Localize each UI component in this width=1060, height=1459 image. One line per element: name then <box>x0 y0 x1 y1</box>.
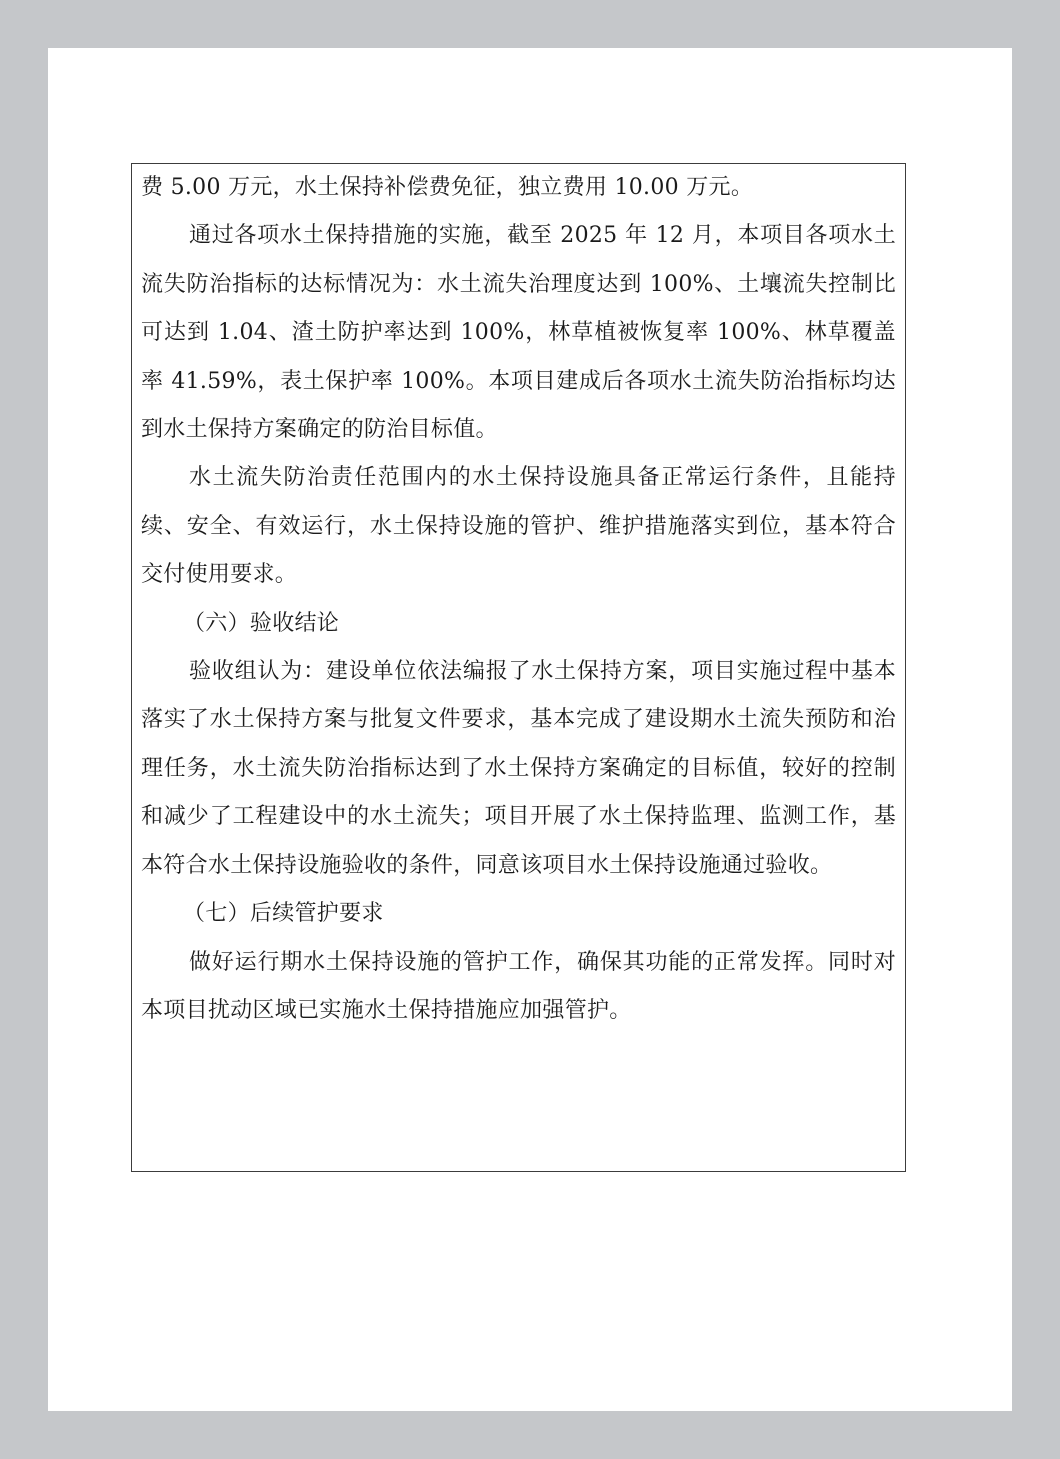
paragraph-maintenance-requirements: 做好运行期水土保持设施的管护工作，确保其功能的正常发挥。同时对本项目扰动区域已实施水土保持措施应加强管护。 <box>141 949 896 1023</box>
document-page <box>48 48 1012 1411</box>
paragraph-prevention-indicators: 通过各项水土保持措施的实施，截至 2025 年 12 月，本项目各项水土流失防治指标的达标情况为：水土流失治理度达到 100%、土壤流失控制比可达到 1.04、渣土防护率达到 100%，林草植被恢复率 100%、林草覆盖率 41.59%，表土保护率 100%。本项目建成后各项水土流失防治指标均达到水土保持方案确定的防治目标值。 <box>141 223 896 443</box>
section-heading-acceptance-conclusion: （六）验收结论 <box>183 610 340 636</box>
section-heading-maintenance-requirements: （七）后续管护要求 <box>183 901 384 927</box>
paragraph-cost-continuation: 费 5.00 万元，水土保持补偿费免征，独立费用 10.00 万元。 <box>141 175 754 200</box>
paragraph-acceptance-conclusion: 验收组认为：建设单位依法编报了水土保持方案，项目实施过程中基本落实了水土保持方案与批复文件要求，基本完成了建设期水土流失预防和治理任务，水土流失防治指标达到了水土保持方案确定的目标值，较好的控制和减少了工程建设中的水土流失；项目开展了水土保持监理、监测工作，基本符合水土保持设施验收的条件，同意该项目水土保持设施通过验收。 <box>141 659 896 878</box>
paragraph-facility-operation: 水土流失防治责任范围内的水土保持设施具备正常运行条件，且能持续、安全、有效运行，水土保持设施的管护、维护措施落实到位，基本符合交付使用要求。 <box>141 465 896 588</box>
text-box-frame <box>131 163 906 1172</box>
document-body <box>141 164 896 1035</box>
